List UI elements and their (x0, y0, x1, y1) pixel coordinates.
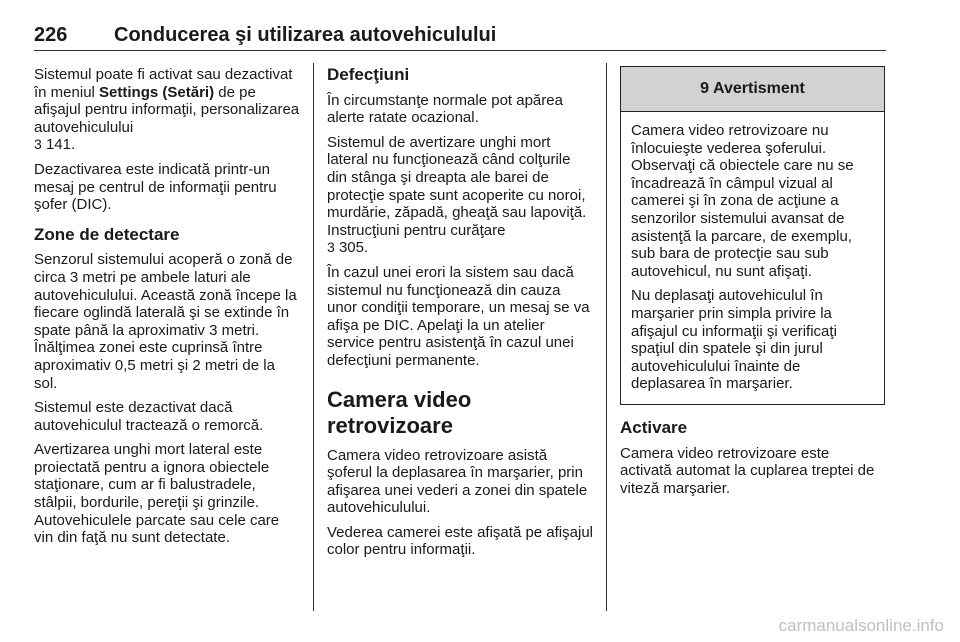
paragraph-camera-assist: Camera video retrovizoare asistă şoferul la deplasarea în marşarier, prin afişarea unei vederi a zonei din spatele autovehiculului. (327, 446, 588, 517)
chapter-title: Conducerea şi utilizarea autovehiculului (114, 24, 497, 46)
warning-icon: 9 (700, 80, 709, 98)
paragraph-text: Sistemul poate fi activat sau dezactivat în meniul (34, 66, 293, 101)
warning-header (621, 67, 884, 112)
heading-detection-zones: Zone de detectare (34, 224, 180, 244)
page-reference: 141. (41, 136, 76, 154)
page-reference-icon: 3 (34, 136, 42, 153)
column-middle (327, 66, 593, 566)
heading-rear-camera: Camera video retrovizoare (327, 386, 472, 438)
paragraph-system-error: În cazul unei erori la sistem sau dacă sistemul nu funcţionează din cauza unor condiţii temporare, un mesaj se va afişa pe DIC. Apelaţi la un atelier service pentru asistenţă în cazul unei defecţiuni permanente. (327, 263, 590, 369)
paragraph-camera-display: Vederea camerei este afişată pe afişajul color pentru informaţii. (327, 523, 593, 559)
column-divider (313, 63, 314, 611)
paragraph-text: de pe afişajul pentru informaţii, personalizarea autovehiculului (34, 83, 300, 136)
warning-title: Avertisment (713, 80, 805, 98)
page-header (34, 24, 886, 52)
warning-body (621, 112, 884, 404)
warning-paragraph: Camera video retrovizoare nu înlocuieşte vederea şoferului. Observaţi că obiectele care nu se încadrează în câmpul vizual al camerei şi în zona de acţiune a senzorilor sistemului avansat de asistenţă la parcare, de exemplu, sub bara de protecţie sau sub autovehicul, nu sunt afişaţi. (631, 122, 854, 280)
paragraph-cleaning (327, 134, 593, 257)
paragraph-settings (34, 66, 300, 154)
heading-malfunctions: Defecţiuni (327, 65, 410, 84)
settings-menu-label: Settings (Setări) (99, 83, 215, 101)
paragraph-missed-alerts: În circumstanţe normale pot apărea alerte ratate ocazional. (327, 91, 563, 127)
column-right (620, 66, 885, 504)
warning-paragraph: Nu deplasaţi autovehiculul în marşarier prin simpla privire la afişajul cu informaţii şi verificaţi spaţiul din spatele şi din jurul autovehiculului înainte de deplasarea în marşarier. (631, 287, 837, 393)
paragraph-sensor-coverage: Senzorul sistemului acoperă o zonă de circa 3 metri pe ambele laturi ale autovehiculului. Această zonă începe la fiecare oglindă laterală şi se extinde în spate până la aproximativ 3 metri. Înălţimea zonei este cuprinsă între aproximativ 0,5 metri şi 2 metri de la sol. (34, 251, 297, 392)
page-number: 226 (34, 24, 68, 46)
paragraph-text: Sistemul de avertizare unghi mort lateral nu funcţionează când colţurile din stânga şi dreapta ale barei de protecţie spate sunt acoperite cu noroi, murdărie, zăpadă, gheaţă sau lapoviţă. Instrucţiuni pentru curăţare (327, 133, 587, 239)
paragraph-deactivation: Dezactivarea este indicată printr-un mesaj pe centrul de informaţii pentru şofer (DIC). (34, 160, 277, 214)
paragraph-trailer: Sistemul este dezactivat dacă autovehiculul tractează o remorcă. (34, 399, 264, 434)
page-reference: 305. (334, 239, 369, 257)
paragraph-stationary-objects: Avertizarea unghi mort lateral este proiectată pentru a ignora obiectele staţionare, cum ar fi balustradele, stâlpii, bordurile, pereţii şi grinzile. Autovehiculele parcate sau cele care vin din faţă nu sunt detectate. (34, 441, 280, 547)
heading-activation: Activare (620, 417, 688, 437)
page-reference-icon: 3 (327, 239, 335, 256)
paragraph-activation: Camera video retrovizoare este activată automat la cuplarea treptei de viteză marşarier. (620, 444, 875, 497)
warning-box (620, 66, 885, 405)
header-rule (34, 50, 886, 51)
column-divider (606, 63, 607, 611)
column-left (34, 66, 300, 554)
watermark: carmanualsonline.info (778, 616, 944, 635)
